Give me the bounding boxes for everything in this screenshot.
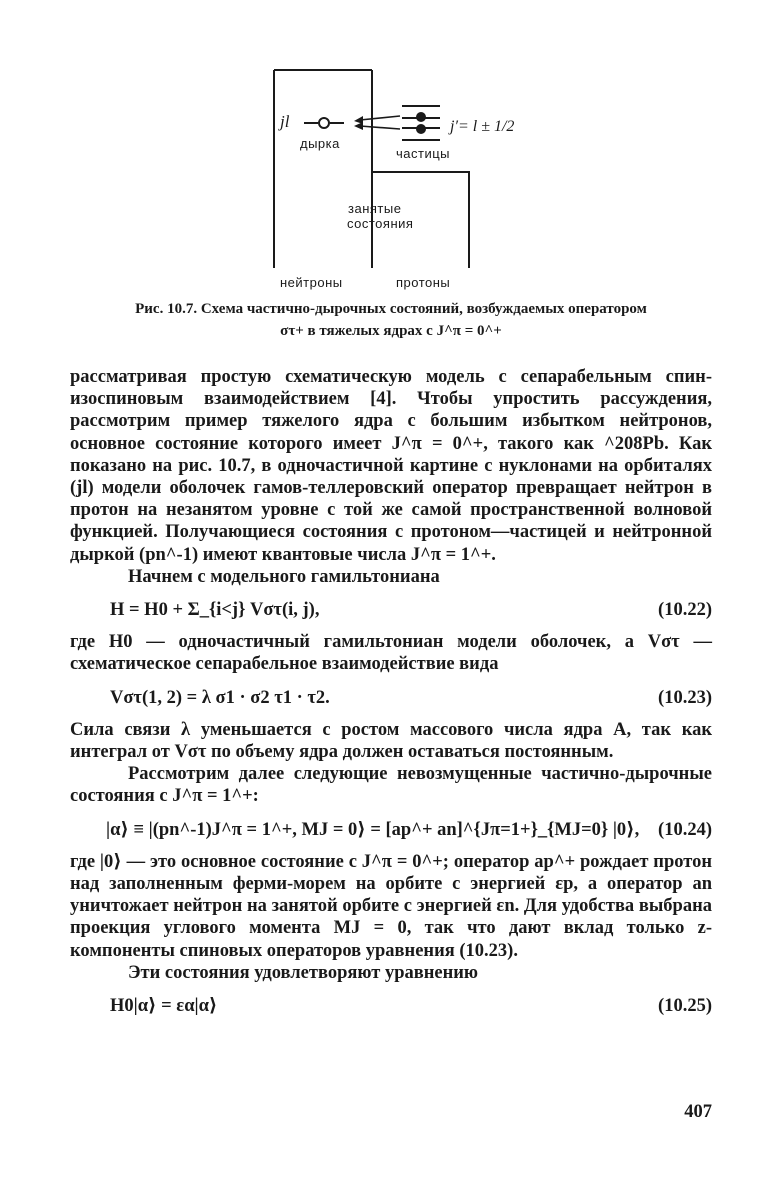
hole-label: дырка: [300, 136, 340, 151]
caption-line-1: Рис. 10.7. Схема частично-дырочных состояний, возбуждаемых оператором: [135, 301, 647, 317]
arrow-line: [360, 116, 400, 120]
equation-number: (10.23): [658, 687, 712, 708]
equation-math: H0|α⟩ = εα|α⟩: [110, 996, 218, 1017]
occupied-label-line2: состояния: [347, 216, 414, 231]
jl-label: jl: [280, 112, 290, 131]
equation-10-24: [70, 819, 712, 841]
equation-10-25: [70, 995, 712, 1017]
main-text: [70, 366, 712, 1027]
figure-10-7: [250, 60, 540, 300]
arrow-line: [360, 126, 400, 129]
neutrons-label: нейтроны: [280, 275, 343, 290]
hole-circle-icon: [319, 118, 329, 128]
paragraph-6: где |0⟩ — это основное состояние с J^π = 0^+; оператор ap^+ рождает протон над заполненным ферми-морем на орбите с энергией εp, а оператор an уничтожает нейтрон на занятой орбите с энергией εn. Для удобства выбрана проекция углового момента MJ = 0, так что дают вклад только z-компоненты спиновых операторов уравнения (10.23).: [70, 851, 712, 961]
paragraph-5: Рассмотрим далее следующие невозмущенные частично-дырочные состояния с J^π = 1^+:: [70, 764, 712, 807]
page-number: 407: [684, 1102, 712, 1122]
paragraph-2: Начнем с модельного гамильтониана: [128, 566, 440, 587]
paragraph-4: Сила связи λ уменьшается с ростом массового числа ядра A, так как интеграл от Vστ по объему ядра должен оставаться постоянным.: [70, 719, 712, 763]
equation-number: (10.22): [658, 600, 712, 621]
paragraph-3: где H0 — одночастичный гамильтониан модели оболочек, а Vστ — схематическое сепарабельное взаимодействие вида: [70, 632, 712, 675]
equation-10-23: [70, 687, 712, 709]
particle-dot-icon: [416, 112, 426, 122]
jprime-label: j′= l ± 1/2: [450, 118, 515, 135]
occupied-label-line1: занятые: [348, 201, 402, 216]
paragraph-1: рассматривая простую схематическую модель с сепарабельным спин-изоспиновым взаимодействием [4]. Чтобы упростить рассуждения, рассмотрим пример тяжелого ядра с большим избытком нейтронов, основное состояние которого имеет J^π = 0^+, такого как ^208Pb. Как показано на рис. 10.7, в одночастичной картине с нуклонами на орбиталях (jl) модели оболочек гамов-теллеровский оператор превращает нейтрон в протон на незанятом уровне с той же самой пространственной волновой функцией. Получающиеся состояния с протоном—частицей и нейтронной дыркой (pn^-1) имеют квантовые числа J^π = 1^+.: [70, 367, 712, 565]
equation-math: Vστ(1, 2) = λ σ1 · σ2 τ1 · τ2.: [110, 687, 330, 708]
equation-math: H = H0 + Σ_{i<j} Vστ(i, j),: [110, 600, 320, 621]
equation-number: (10.24): [658, 819, 712, 840]
protons-label: протоны: [396, 275, 451, 290]
equation-10-22: [70, 599, 712, 621]
particles-label: частицы: [396, 146, 451, 161]
equation-math: |α⟩ ≡ |(pn^-1)J^π = 1^+, MJ = 0⟩ = [ap^+ an]^{Jπ=1+}_{MJ=0} |0⟩,: [106, 819, 640, 840]
figure-caption: [70, 298, 712, 342]
particle-hole-diagram: [250, 60, 540, 300]
arrow-head-icon: [354, 122, 363, 130]
paragraph-7: Эти состояния удовлетворяют уравнению: [128, 962, 479, 983]
particle-dot-icon: [416, 124, 426, 134]
equation-number: (10.25): [658, 996, 712, 1017]
caption-line-2: στ+ в тяжелых ядрах с J^π = 0^+: [280, 323, 502, 339]
